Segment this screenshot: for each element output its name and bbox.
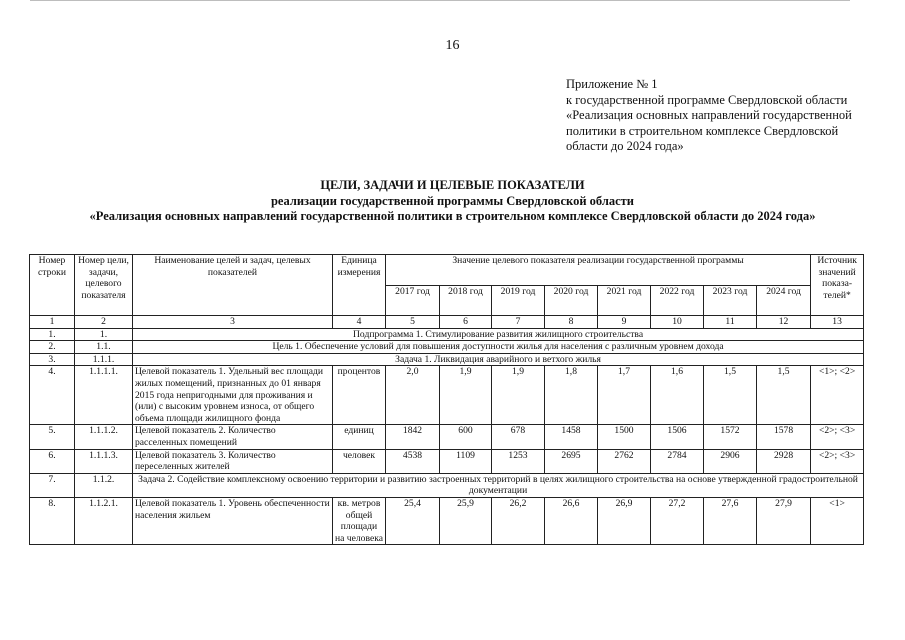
table-row <box>30 449 864 473</box>
row-code: 1.1.1. <box>75 353 133 366</box>
indicator-source: <2>; <3> <box>811 425 864 449</box>
indicators-table <box>29 254 864 545</box>
header-year: 2017 год <box>386 285 440 316</box>
indicator-value: 678 <box>492 425 545 449</box>
header-year: 2018 год <box>440 285 492 316</box>
page-number: 16 <box>445 38 460 53</box>
title-line-1: ЦЕЛИ, ЗАДАЧИ И ЦЕЛЕВЫЕ ПОКАЗАТЕЛИ <box>320 178 585 192</box>
indicator-name: Целевой показатель 3. Количество переселенных жителей <box>133 449 333 473</box>
column-numbers-row <box>30 316 864 329</box>
column-number: 10 <box>651 316 704 329</box>
indicator-value: 1506 <box>651 425 704 449</box>
indicator-value: 1,5 <box>757 366 811 425</box>
indicator-value: 25,4 <box>386 497 440 544</box>
indicator-unit: процентов <box>333 366 386 425</box>
indicator-value: 1,9 <box>440 366 492 425</box>
row-code: 1.1.1.1. <box>75 366 133 425</box>
indicator-value: 2784 <box>651 449 704 473</box>
header-year: 2023 год <box>704 285 757 316</box>
header-source: Источник значений показа- телей* <box>811 255 864 316</box>
appendix-note <box>566 77 878 155</box>
indicator-unit: человек <box>333 449 386 473</box>
indicator-unit: кв. метров общей площади на человека <box>333 497 386 544</box>
row-number: 8. <box>30 497 75 544</box>
indicator-value: 1,8 <box>545 366 598 425</box>
indicator-value: 2,0 <box>386 366 440 425</box>
header-row-number: Номер строки <box>30 255 75 316</box>
indicator-value: 27,2 <box>651 497 704 544</box>
indicator-value: 1,5 <box>704 366 757 425</box>
section-row-subprogram <box>30 328 864 341</box>
section-row-task <box>30 473 864 497</box>
appendix-line: области до 2024 года» <box>566 139 684 154</box>
indicator-value: 1572 <box>704 425 757 449</box>
indicator-value: 1500 <box>598 425 651 449</box>
indicator-value: 600 <box>440 425 492 449</box>
table-row <box>30 366 864 425</box>
indicator-source: <2>; <3> <box>811 449 864 473</box>
row-number: 1. <box>30 328 75 341</box>
column-number: 13 <box>811 316 864 329</box>
indicator-value: 1,7 <box>598 366 651 425</box>
indicator-name: Целевой показатель 2. Количество расселенных помещений <box>133 425 333 449</box>
row-number: 4. <box>30 366 75 425</box>
indicator-value: 2762 <box>598 449 651 473</box>
indicator-value: 1,6 <box>651 366 704 425</box>
row-number: 3. <box>30 353 75 366</box>
indicator-value: 26,2 <box>492 497 545 544</box>
indicator-value: 27,6 <box>704 497 757 544</box>
goal-title: Цель 1. Обеспечение условий для повышения доступности жилья для населения с различным уровнем дохода <box>133 341 864 354</box>
indicator-value: 27,9 <box>757 497 811 544</box>
column-number: 12 <box>757 316 811 329</box>
header-name: Наименование целей и задач, целевых показателей <box>133 255 333 316</box>
header-year: 2020 год <box>545 285 598 316</box>
indicator-value: 1,9 <box>492 366 545 425</box>
indicator-value: 26,6 <box>545 497 598 544</box>
indicator-value: 1842 <box>386 425 440 449</box>
table-row <box>30 425 864 449</box>
indicator-value: 2906 <box>704 449 757 473</box>
column-number: 8 <box>545 316 598 329</box>
row-code: 1.1.2. <box>75 473 133 497</box>
indicator-value: 1253 <box>492 449 545 473</box>
appendix-line: «Реализация основных направлений государственной <box>566 108 852 123</box>
indicator-source: <1>; <2> <box>811 366 864 425</box>
column-number: 1 <box>30 316 75 329</box>
column-number: 9 <box>598 316 651 329</box>
header-code: Номер цели, задачи, целевого показателя <box>75 255 133 316</box>
appendix-line: политики в строительном комплексе Свердловской <box>566 123 839 138</box>
indicator-value: 25,9 <box>440 497 492 544</box>
row-code: 1. <box>75 328 133 341</box>
title-line-2: реализации государственной программы Свердловской области <box>270 193 635 208</box>
row-number: 2. <box>30 341 75 354</box>
indicator-value: 2928 <box>757 449 811 473</box>
title-line-3: «Реализация основных направлений государственной политики в строительном комплексе Свердловской области до 2024 года» <box>89 209 816 223</box>
header-row-1 <box>30 255 864 286</box>
indicator-value: 2695 <box>545 449 598 473</box>
document-title <box>0 178 905 225</box>
section-row-task <box>30 353 864 366</box>
indicator-value: 1578 <box>757 425 811 449</box>
task-title: Задача 2. Содействие комплексному освоению территории и развитию застроенных территорий в целях жилищного строительства на основе утвержденной градостроительной документации <box>133 473 864 497</box>
column-number: 3 <box>133 316 333 329</box>
indicator-source: <1> <box>811 497 864 544</box>
row-code: 1.1.2.1. <box>75 497 133 544</box>
row-number: 5. <box>30 425 75 449</box>
header-year: 2024 год <box>757 285 811 316</box>
header-unit: Единица измерения <box>333 255 386 316</box>
row-number: 6. <box>30 449 75 473</box>
indicator-name: Целевой показатель 1. Уровень обеспеченности населения жильем <box>133 497 333 544</box>
scan-top-border <box>30 0 850 1</box>
column-number: 4 <box>333 316 386 329</box>
column-number: 11 <box>704 316 757 329</box>
header-year: 2021 год <box>598 285 651 316</box>
column-number: 6 <box>440 316 492 329</box>
row-number: 7. <box>30 473 75 497</box>
row-code: 1.1.1.2. <box>75 425 133 449</box>
table-row <box>30 497 864 544</box>
indicator-unit: единиц <box>333 425 386 449</box>
column-number: 5 <box>386 316 440 329</box>
appendix-line: к государственной программе Свердловской области <box>566 92 848 107</box>
task-title: Задача 1. Ликвидация аварийного и ветхого жилья <box>133 353 864 366</box>
header-year: 2022 год <box>651 285 704 316</box>
indicator-value: 4538 <box>386 449 440 473</box>
indicator-value: 1109 <box>440 449 492 473</box>
header-year: 2019 год <box>492 285 545 316</box>
column-number: 2 <box>75 316 133 329</box>
section-row-goal <box>30 341 864 354</box>
header-values-group: Значение целевого показателя реализации государственной программы <box>386 255 811 286</box>
indicator-value: 26,9 <box>598 497 651 544</box>
indicator-value: 1458 <box>545 425 598 449</box>
subprogram-title: Подпрограмма 1. Стимулирование развития жилищного строительства <box>133 328 864 341</box>
column-number: 7 <box>492 316 545 329</box>
indicator-name: Целевой показатель 1. Удельный вес площади жилых помещений, признанных до 01 января 2015 года непригодными для проживания и (или) с высоким уровнем износа, от общего объема площади жилищного фонда <box>133 366 333 425</box>
appendix-line: Приложение № 1 <box>566 77 658 91</box>
row-code: 1.1.1.3. <box>75 449 133 473</box>
row-code: 1.1. <box>75 341 133 354</box>
